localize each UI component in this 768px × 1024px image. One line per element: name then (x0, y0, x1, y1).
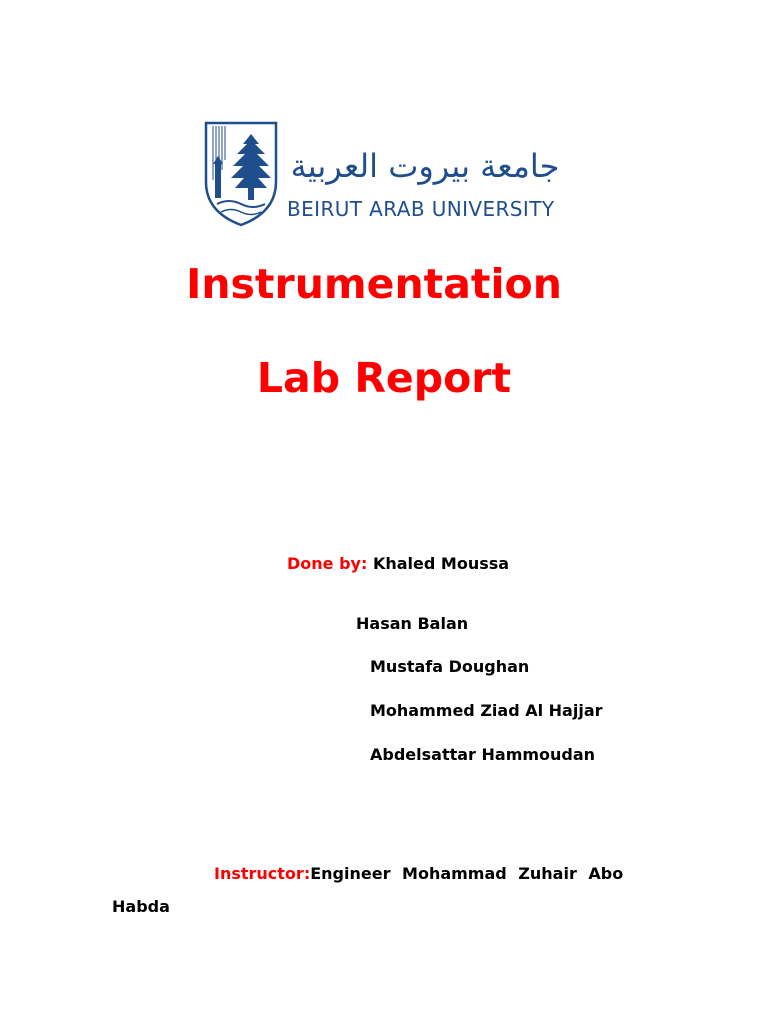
team-member: Hasan Balan (356, 614, 469, 633)
university-name-arabic: جامعة بيروت العربية (290, 147, 560, 185)
university-name-english: BEIRUT ARAB UNIVERSITY (287, 197, 555, 221)
instructor-name-continued: Habda (112, 897, 170, 916)
team-member: Abdelsattar Hammoudan (370, 745, 596, 764)
report-title-line2: Lab Report (256, 354, 512, 402)
team-member: Mohammed Ziad Al Hajjar (370, 701, 603, 720)
report-title-line1: Instrumentation (186, 260, 562, 308)
team-member: Mustafa Doughan (370, 657, 530, 676)
instructor-line (214, 864, 623, 884)
instructor-label: Instructor: (214, 864, 311, 883)
done-by-line (287, 554, 509, 574)
university-logo (203, 120, 573, 232)
team-member: Khaled Moussa (372, 554, 510, 573)
done-by-label: Done by: (287, 554, 368, 573)
instructor-name: Engineer Mohammad Zuhair Abo (310, 864, 624, 883)
cedar-shield-icon (203, 120, 279, 228)
